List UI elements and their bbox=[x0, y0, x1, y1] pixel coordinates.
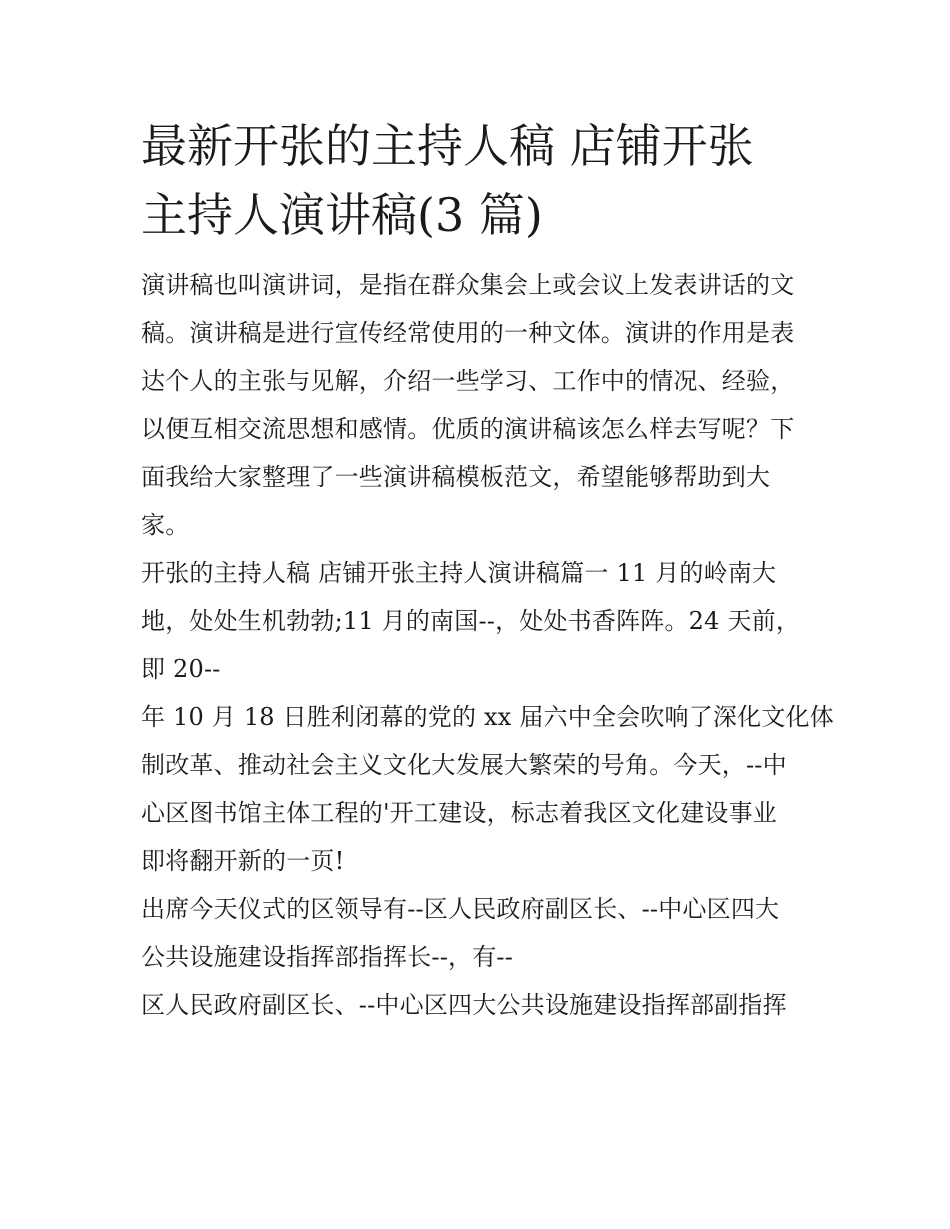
paragraph-line: 开张的主持人稿 店铺开张主持人演讲稿篇一 11 月的岭南大 bbox=[141, 559, 777, 587]
paragraph-line: 心区图书馆主体工程的'开工建设，标志着我区文化建设事业 bbox=[141, 799, 777, 827]
paragraph-line: 出席今天仪式的区领导有--区人民政府副区长、--中心区四大 bbox=[141, 895, 780, 923]
title-line: 主持人演讲稿(3 篇) bbox=[141, 188, 543, 242]
speech-paragraph bbox=[141, 693, 834, 885]
paragraph-line: 达个人的主张与见解，介绍一些学习、工作中的情况、经验， bbox=[141, 367, 795, 395]
paragraph-line: 地，处处生机勃勃;11 月的南国--，处处书香阵阵。24 天前， bbox=[141, 607, 801, 635]
paragraph-line: 即 20-- bbox=[141, 655, 221, 683]
paragraph-line: 公共设施建设指挥部指挥长--，有-- bbox=[141, 943, 514, 971]
paragraph-line: 以便互相交流思想和感情。优质的演讲稿该怎么样去写呢？下 bbox=[141, 415, 795, 443]
attendees-paragraph bbox=[141, 885, 813, 981]
title-line: 最新开张的主持人稿 店铺开张 bbox=[141, 119, 754, 173]
paragraph-line: 区人民政府副区长、--中心区四大公共设施建设指挥部副指挥 bbox=[141, 991, 787, 1019]
speech-opening-paragraph bbox=[141, 549, 813, 693]
paragraph-line: 制改革、推动社会主义文化大发展大繁荣的号角。今天，--中 bbox=[141, 751, 787, 779]
attendees-continued-paragraph bbox=[141, 981, 813, 1029]
paragraph-line: 稿。演讲稿是进行宣传经常使用的一种文体。演讲的作用是表 bbox=[141, 319, 795, 347]
paragraph-line: 即将翻开新的一页! bbox=[141, 847, 345, 875]
document-title bbox=[141, 112, 813, 250]
paragraph-line: 家。 bbox=[141, 511, 190, 539]
paragraph-line: 演讲稿也叫演讲词，是指在群众集会上或会议上发表讲话的文 bbox=[141, 271, 795, 299]
intro-paragraph bbox=[141, 261, 813, 549]
paragraph-line: 面我给大家整理了一些演讲稿模板范文，希望能够帮助到大 bbox=[141, 463, 771, 491]
paragraph-line: 年 10 月 18 日胜利闭幕的党的 xx 届六中全会吹响了深化文化体 bbox=[141, 703, 834, 731]
document-body bbox=[141, 112, 834, 1029]
